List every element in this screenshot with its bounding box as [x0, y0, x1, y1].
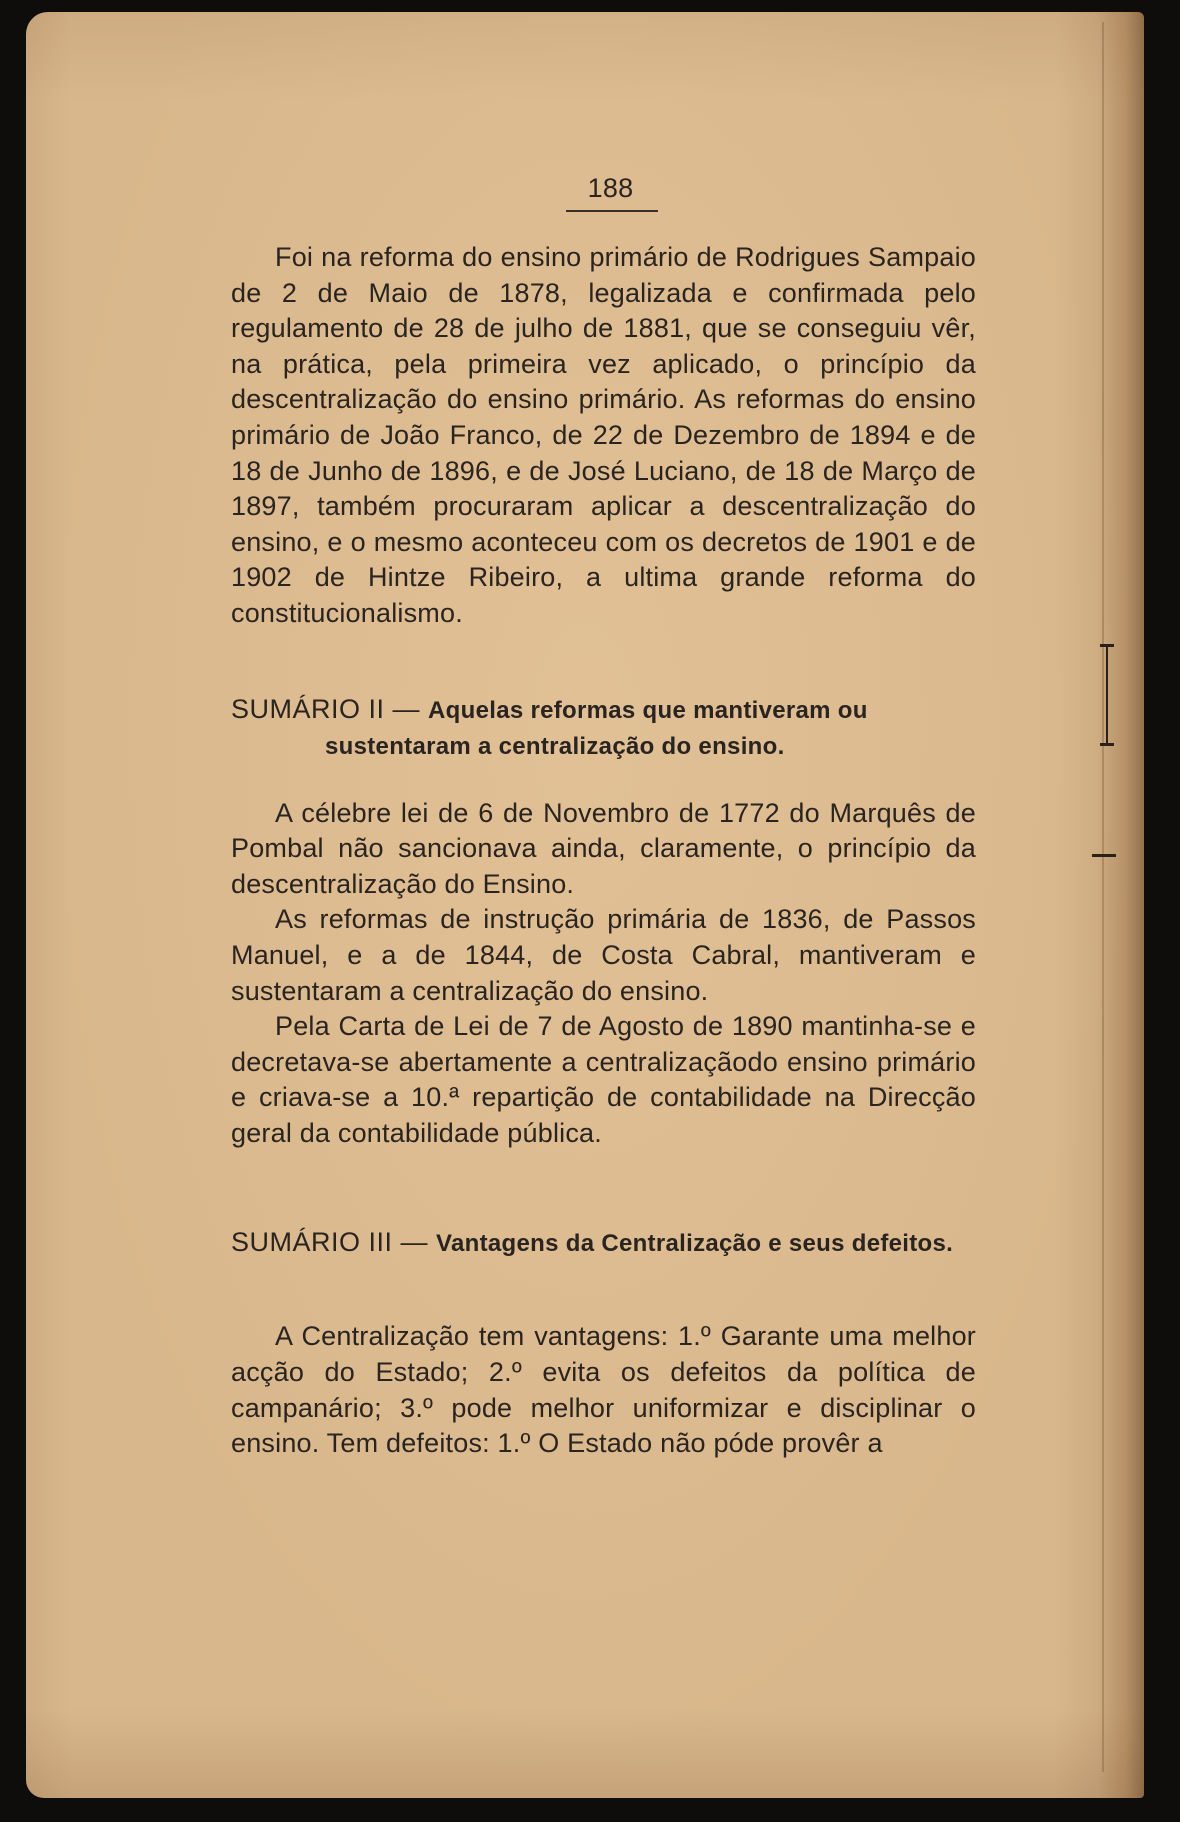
paragraph-centralizacao: A Centralização tem vantagens: 1.º Garante uma melhor acção do Estado; 2.º evita os defeitos da política de campanário; 3.º pode melhor uniformizar e disciplinar o ensino. Tem defeitos: 1.º O Estado não póde provêr a [231, 1321, 976, 1459]
paragraph-carta: Pela Carta de Lei de 7 de Agosto de 1890 mantinha-se e decretava-se abertamente a centralizaçãodo ensino primário e criava-se a 10.ª repartição de contabilidade na Direcção geral da contabilidade pública. [231, 1011, 976, 1148]
page-number-rule [566, 210, 658, 212]
sumario-iii [231, 1225, 976, 1261]
page-spine-shadow [1098, 12, 1144, 1798]
sumario-iii-text: Vantagens da Centralização e seus defeitos. [436, 1230, 954, 1258]
page-text [231, 170, 976, 1462]
sumario-ii-text: Aquelas reformas que mantiveram ou sustentaram a centralização do ensino. [325, 696, 868, 760]
sumario-iii-heading: SUMÁRIO III — [231, 1227, 437, 1258]
page-number: 188 [587, 173, 634, 203]
paragraph-intro: Foi na reforma do ensino primário de Rodrigues Sampaio de 2 de Maio de 1878, legalizada e confirmada pelo regulamento de 28 de julho de 1881, que se conseguiu vêr, na prática, pela primeira vez aplicado, o princípio da descentralização do ensino primário. As reformas do ensino primário de João Franco, de 22 de Dezembro de 1894 e de 18 de Junho de 1896, e de José Luciano, de 18 de Março de 1897, também procuraram aplicar a descentralização do ensino, e o mesmo aconteceu com os decretos de 1901 e de 1902 de Hintze Ribeiro, a ultima grande reforma do constitucionalismo. [231, 242, 976, 628]
margin-tick-mark [1100, 743, 1114, 746]
margin-tick-mark [1106, 647, 1108, 743]
paragraph-reformas: As reformas de instrução primária de 1836, de Passos Manuel, e a de 1844, de Costa Cabral, mantiveram e sustentaram a centralização do ensino. [231, 904, 976, 1006]
sumario-ii-heading: SUMÁRIO II — [231, 693, 429, 724]
paragraph-pombal: A célebre lei de 6 de Novembro de 1772 do Marquês de Pombal não sancionava ainda, claramente, o princípio da descentralização do Ensino. [231, 797, 976, 899]
page-fold-line [1102, 22, 1104, 1772]
sumario-ii [231, 692, 976, 764]
margin-tick-mark [1092, 854, 1116, 857]
